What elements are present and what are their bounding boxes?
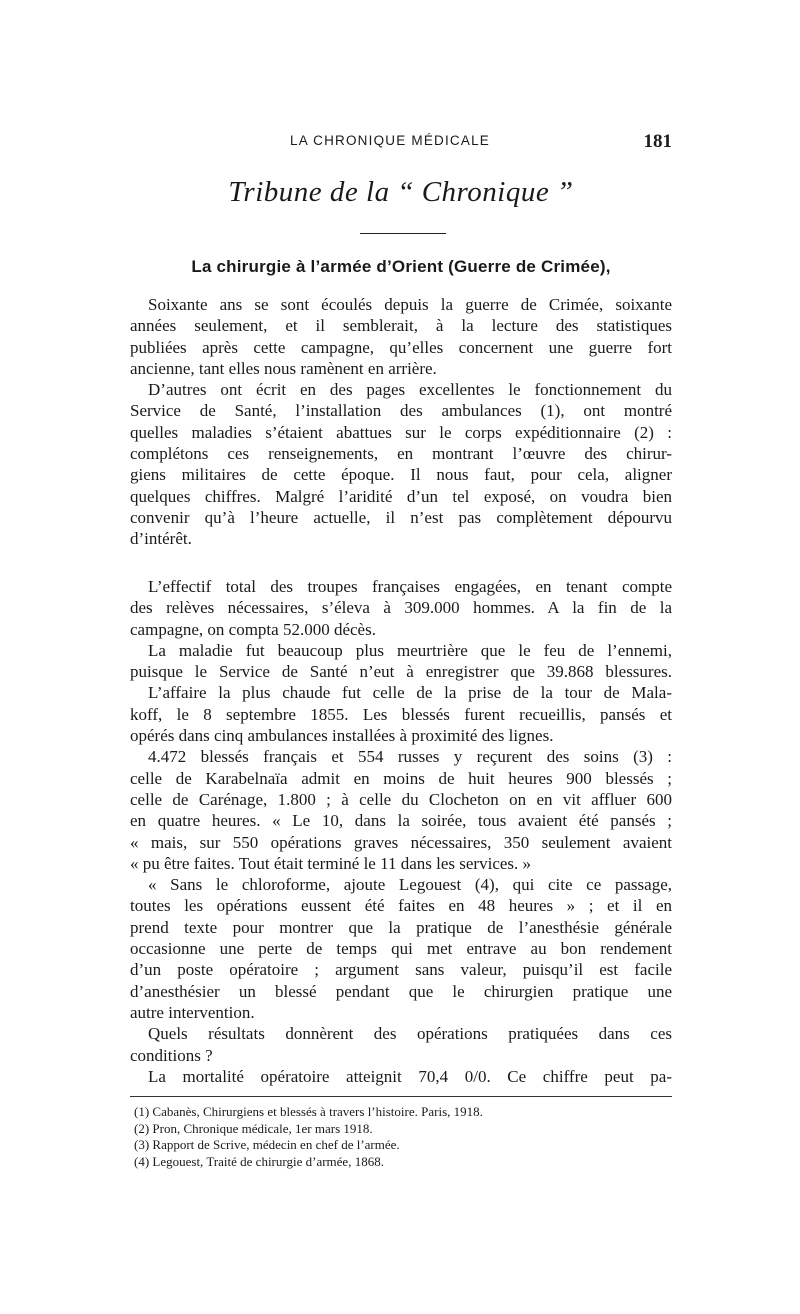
text-line: Soixante ans se sont écoulés depuis la guerre de Crimée, soixante bbox=[148, 295, 672, 314]
text-line: giens militaires de cette époque. Il nous faut, pour cela, aligner bbox=[130, 465, 672, 485]
text-line: convenir qu’à l’heure actuelle, il n’est pas complètement dépourvu bbox=[130, 507, 672, 527]
running-head bbox=[130, 133, 672, 155]
text-line: quelles maladies s’étaient abattues sur le corps expéditionnaire (2) : bbox=[130, 422, 672, 442]
running-title: LA CHRONIQUE MÉDICALE bbox=[290, 133, 490, 148]
text-line: Quels résultats donnèrent des opérations pratiquées dans ces bbox=[148, 1024, 672, 1044]
text-line: prend texte pour montrer que la pratique de l’anesthésie générale bbox=[130, 917, 672, 937]
section-title: Tribune de la “ Chronique ” bbox=[228, 176, 574, 208]
text-line: La mortalité opératoire atteignit 70,4 0/0. Ce chiffre peut pa- bbox=[148, 1066, 672, 1086]
footnote: (4) Legouest, Traité de chirurgie d’armée, 1868. bbox=[134, 1153, 384, 1169]
text-line: occasionne une perte de temps qui met entrave au bon rendement bbox=[130, 939, 672, 959]
text-line: celle de Karabelnaïa admit en moins de huit heures 900 blessés ; bbox=[130, 768, 672, 788]
text-line: campagne, on compta 52.000 décès. bbox=[130, 619, 376, 639]
text-line: conditions ? bbox=[130, 1045, 213, 1065]
text-line: des relèves nécessaires, s’éleva à 309.000 hommes. A la fin de la bbox=[130, 598, 672, 618]
text-line: autre intervention. bbox=[130, 1002, 255, 1022]
text-line: Service de Santé, l’installation des ambulances (1), ont montré bbox=[130, 401, 672, 421]
text-line: années seulement, et il semblerait, à la lecture des statistiques bbox=[130, 316, 672, 336]
text-line: opérés dans cinq ambulances installées à proximité des lignes. bbox=[130, 726, 554, 746]
footnote: (2) Pron, Chronique médicale, 1er mars 1918. bbox=[134, 1120, 373, 1136]
footnotes bbox=[134, 1104, 672, 1170]
text-line: D’autres ont écrit en des pages excellentes le fonctionnement du bbox=[148, 380, 672, 400]
text-line: « pu être faites. Tout était terminé le 11 dans les services. » bbox=[130, 853, 532, 873]
text-line: quelques chiffres. Malgré l’aridité d’un tel exposé, on voudra bien bbox=[130, 486, 672, 506]
body-block-1 bbox=[130, 294, 672, 550]
text-line: d’intérêt. bbox=[130, 529, 192, 549]
text-line: 4.472 blessés français et 554 russes y reçurent des soins (3) : bbox=[148, 747, 672, 767]
text-line: complétons ces renseignements, en montrant l’œuvre des chirur- bbox=[130, 444, 672, 464]
text-line: d’un poste opératoire ; argument sans valeur, puisqu’il est facile bbox=[130, 960, 672, 980]
text-line: toutes les opérations eussent été faites en 48 heures » ; et il en bbox=[130, 896, 672, 916]
footnote: (1) Cabanès, Chirurgiens et blessés à travers l’histoire. Paris, 1918. bbox=[134, 1104, 483, 1119]
text-line: La maladie fut beaucoup plus meurtrière que le feu de l’ennemi, bbox=[148, 640, 672, 660]
text-line: puisque le Service de Santé n’eut à enregistrer que 39.868 blessures. bbox=[130, 662, 672, 682]
title-divider bbox=[360, 233, 446, 234]
text-line: celle de Carénage, 1.800 ; à celle du Clocheton on en vit affluer 600 bbox=[130, 789, 672, 809]
text-line: ancienne, tant elles nous ramènent en arrière. bbox=[130, 358, 437, 378]
article-title: La chirurgie à l’armée d’Orient (Guerre de Crimée), bbox=[191, 257, 611, 276]
text-line: « mais, sur 550 opérations graves nécessaires, 350 seulement avaient bbox=[130, 832, 672, 852]
document-page bbox=[130, 0, 672, 1314]
text-line: « Sans le chloroforme, ajoute Legouest (4), qui cite ce passage, bbox=[148, 875, 672, 895]
text-line: d’anesthésier un blessé pendant que le chirurgien pratique une bbox=[130, 981, 672, 1001]
text-line: koff, le 8 septembre 1855. Les blessés furent recueillis, pansés et bbox=[130, 704, 672, 724]
footnote: (3) Rapport de Scrive, médecin en chef de l’armée. bbox=[134, 1137, 400, 1152]
text-line: L’affaire la plus chaude fut celle de la prise de la tour de Mala- bbox=[148, 683, 672, 703]
page-number: 181 bbox=[643, 131, 672, 152]
text-line: en quatre heures. « Le 10, dans la soirée, tous avaient été pansés ; bbox=[130, 811, 672, 831]
footnote-divider bbox=[130, 1096, 672, 1097]
body-block-2 bbox=[130, 576, 672, 1087]
text-line: publiées après cette campagne, qu’elles concernent une guerre fort bbox=[130, 337, 672, 357]
text-line: L’effectif total des troupes françaises engagées, en tenant compte bbox=[148, 577, 672, 596]
